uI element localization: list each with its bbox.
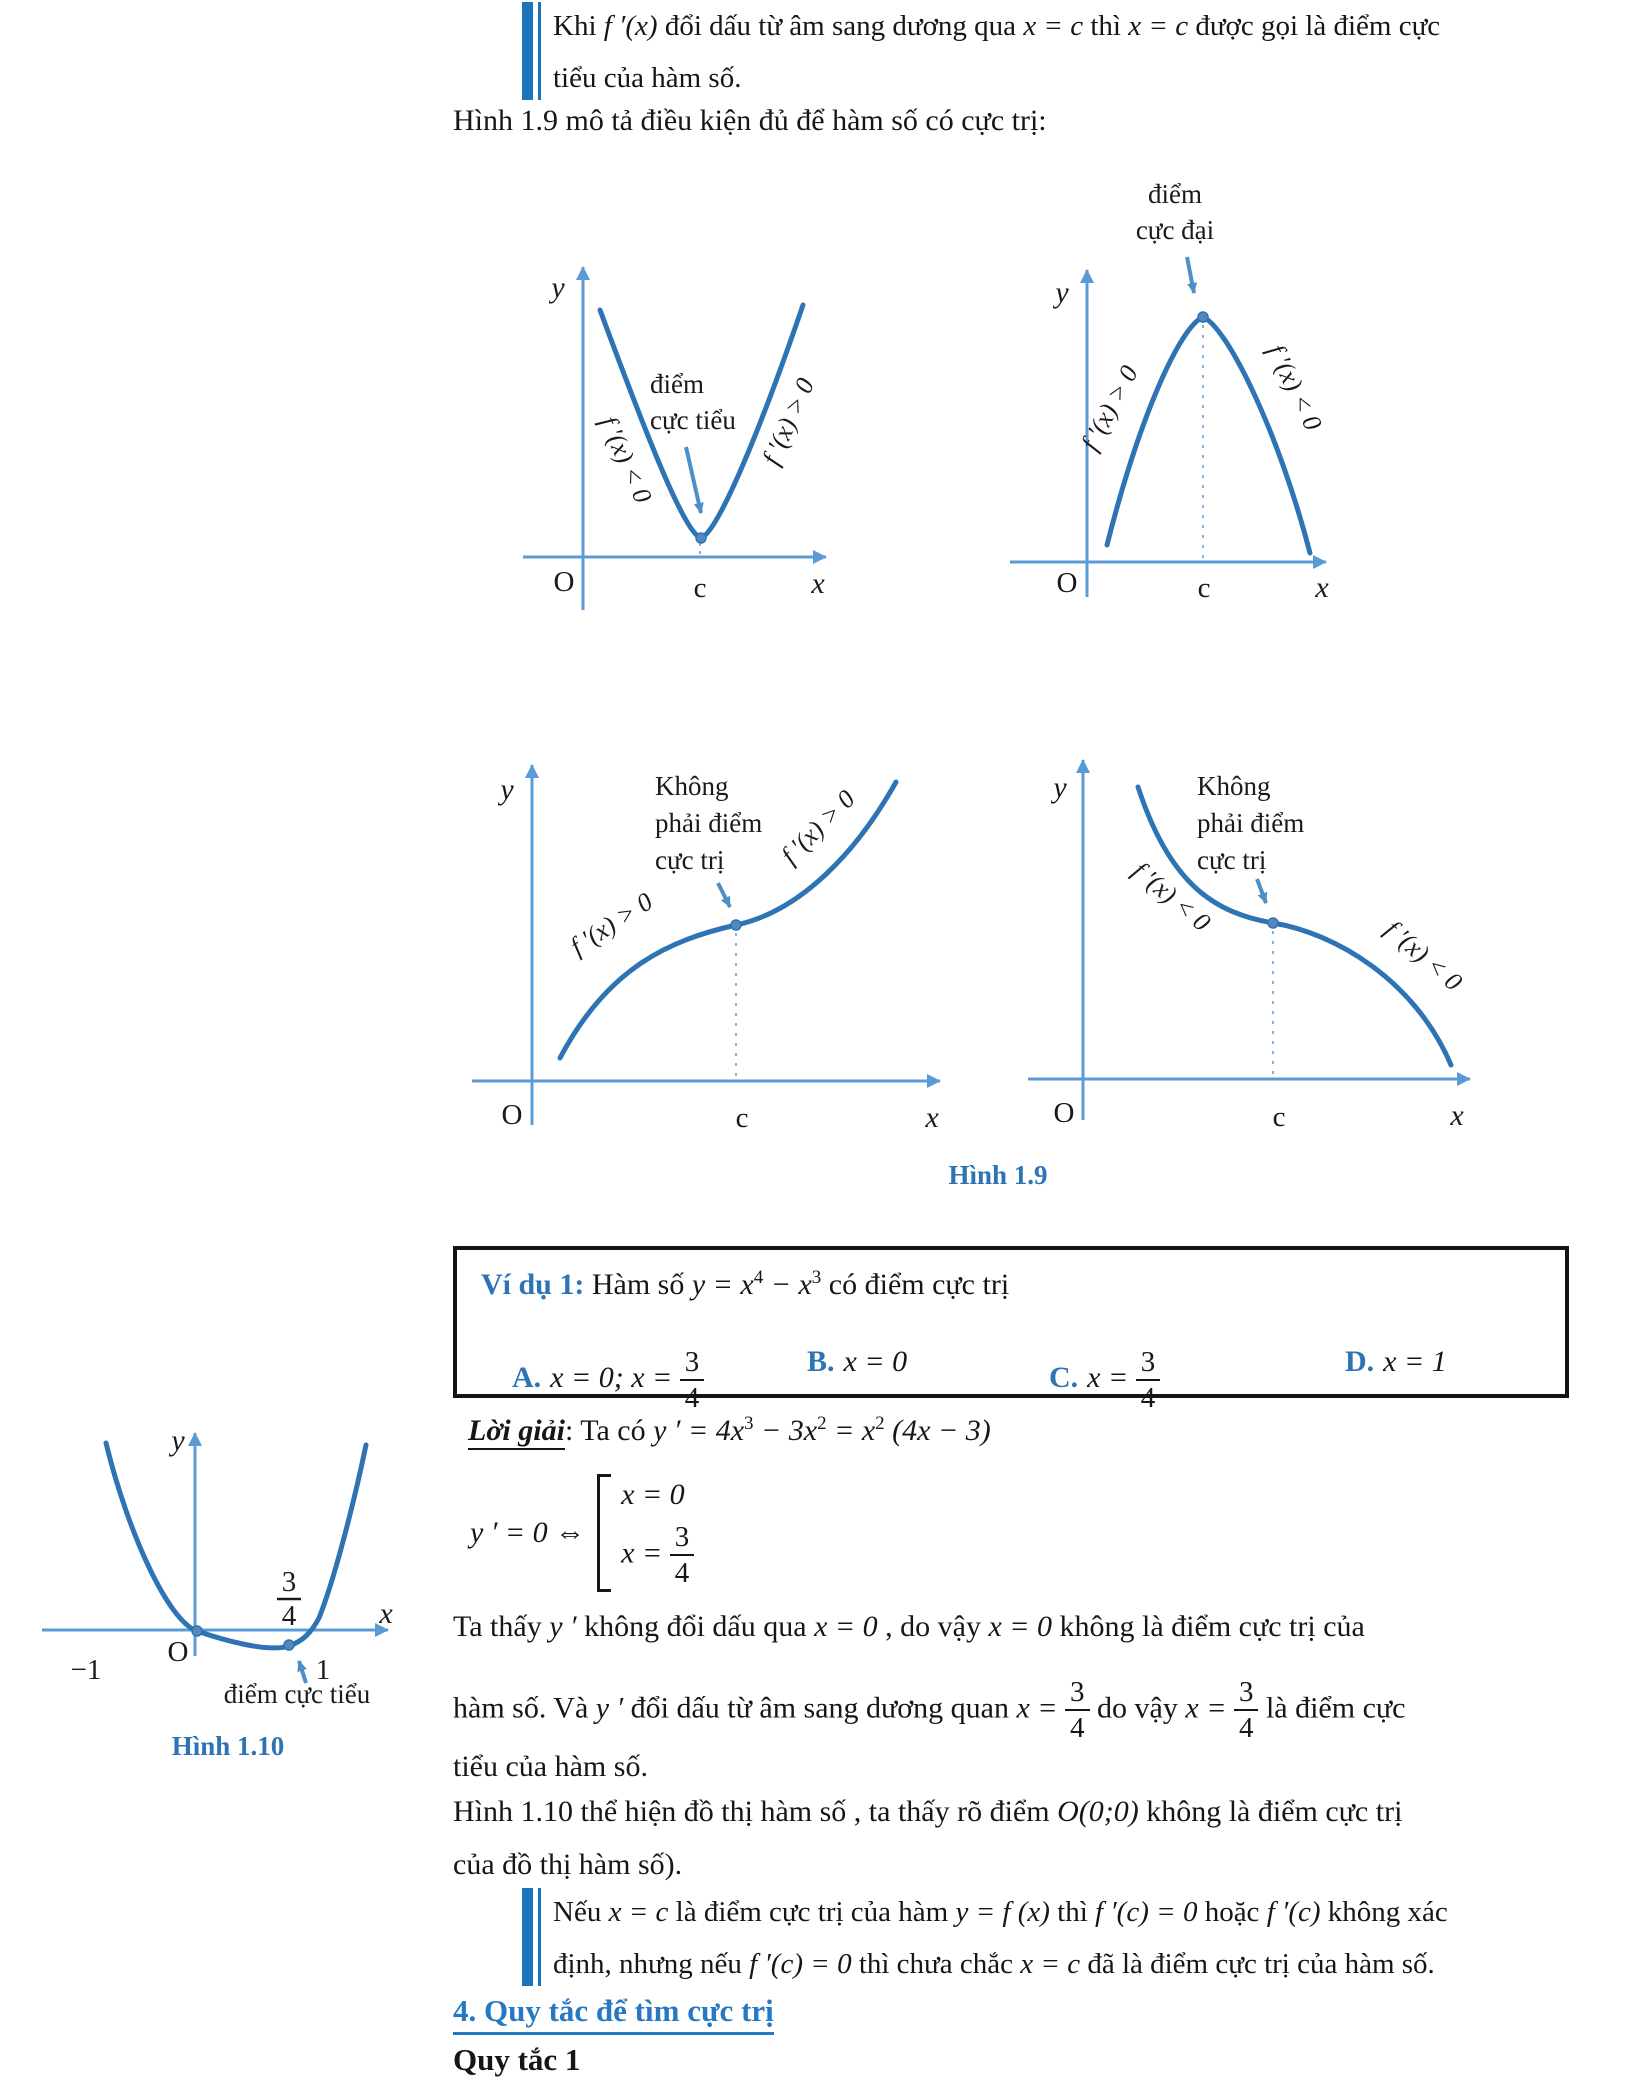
x-axis-label: x [811,567,825,600]
minimum-annotation: điểm cực tiểu [223,1679,371,1709]
annotation-line-1: Không [655,771,729,801]
section-heading-rules: 4. Quy tắc để tìm cực trị [453,1993,774,2035]
origin-label: O [167,1636,189,1668]
system-case-1: x = 0 [621,1477,685,1511]
fig110-graph [20,1403,450,1773]
x-axis-label: x [925,1101,939,1134]
annotation-line-2: cực tiểu [650,405,736,435]
option-a [512,1347,704,1414]
solution-system [470,1474,694,1592]
minimum-dot [284,1640,294,1650]
option-b-label: B. [807,1345,835,1378]
callout-fermat-note [522,1886,1448,1990]
annotation-arrow [718,883,730,907]
inflection-dot [731,920,741,930]
bracket-icon [597,1474,611,1592]
minus-one-tick-label: −1 [70,1654,102,1686]
annotation-line-2: phải điểm [1197,808,1305,838]
origin-label: O [501,1099,523,1131]
origin-label: O [1053,1097,1075,1129]
system-lhs: y ′ = 0 ⇔ [470,1516,586,1549]
c-tick-label: c [693,572,707,604]
right-slope-label: f ′(x) > 0 [775,784,861,870]
fig19-graph-maximum [990,165,1440,615]
fig19-graph-minimum [500,165,900,615]
quote-line-2: định, nhưng nếu f ′(c) = 0 thì chưa chắc x = c đã là điểm cực trị của hàm số. [553,1948,1435,1980]
extremum-dot [696,533,706,543]
right-slope-label: f ′(x) > 0 [756,373,821,470]
solution-label: Lời giải [468,1414,565,1450]
solution-paragraph-line-1: Ta thấy y ′ không đổi dấu qua x = 0 , do vậy x = 0 không là điểm cực trị của [453,1610,1365,1643]
quote-line-1: Nếu x = c là điểm cực trị của hàm y = f (x) thì f ′(c) = 0 hoặc f ′(c) không xác [553,1896,1448,1928]
origin-label: O [553,566,575,598]
fig19-caption: Hình 1.9 [948,1160,1048,1190]
annotation-line-3: cực trị [655,845,725,875]
x-axis-label: x [379,1597,393,1630]
system-cases [621,1478,694,1589]
quote-line-1: Khi f ′(x) đổi dấu từ âm sang dương qua x = c thì x = c được gọi là điểm cực [553,10,1441,42]
annotation-line-2: phải điểm [655,808,763,838]
figure-reference-line-2: của đồ thị hàm số). [453,1848,683,1881]
option-a-label: A. [512,1361,542,1395]
rule-1-heading: Quy tắc 1 [453,2042,581,2077]
y-axis-label: y [1053,771,1067,804]
option-c [1049,1347,1160,1414]
annotation-line-2: cực đại [1135,215,1215,245]
extremum-dot [1198,312,1208,322]
annotation-arrow [686,447,701,513]
example-label: Ví dụ 1: [481,1268,585,1301]
curve [106,1443,366,1648]
option-d [1345,1347,1447,1377]
intro-paragraph: Hình 1.9 mô tả điều kiện đủ để hàm số có cực trị: [453,104,1047,137]
c-tick-label: c [1272,1101,1286,1133]
y-axis-label: y [551,271,565,304]
x-axis-label: x [1315,571,1329,604]
annotation-line-1: điểm [1148,179,1202,209]
option-a-value: x = 0; x = $\frac{3}{4}$ [550,1361,704,1394]
left-slope-label: f ′(x) > 0 [564,886,658,962]
frac-denominator: 4 [281,1600,297,1632]
solution-line [468,1413,991,1447]
option-b [807,1347,907,1377]
origin-label: O [1056,567,1078,599]
option-c-value: x = $\frac{3}{4}$ [1087,1361,1160,1394]
inflection-dot [1268,918,1278,928]
c-tick-label: c [1197,572,1211,604]
left-slope-label: f ′(x) < 0 [1126,855,1216,938]
fig19-graph-inflection-increasing [430,725,975,1160]
solution-paragraph-line-2: hàm số. Và y ′ đổi dấu từ âm sang dương quan x = $\frac{3}{4}$ do vậy x = $\frac{3}{4}$ là điểm cực [453,1676,1406,1745]
one-tick-label: 1 [315,1654,331,1686]
annotation-arrow [1187,257,1194,293]
c-tick-label: c [735,1102,749,1134]
option-d-label: D. [1345,1345,1375,1378]
example-question [481,1267,1010,1301]
system-case-2: x = $\frac{3}{4}$ [621,1522,694,1589]
annotation-line-1: Không [1197,771,1271,801]
option-d-value: x = 1 [1383,1345,1447,1378]
annotation-line-1: điểm [650,369,704,399]
right-slope-label: f ′(x) < 0 [1379,914,1468,997]
y-axis-label: y [171,1424,185,1457]
option-b-value: x = 0 [843,1345,908,1378]
solution-paragraph-line-3: tiểu của hàm số. [453,1750,648,1783]
callout-minimum-definition [522,0,1440,104]
quote-line-2: tiểu của hàm số. [553,62,742,94]
annotation-arrow [1257,879,1266,903]
x-axis-label: x [1450,1099,1464,1132]
y-axis-label: y [500,773,514,806]
origin-dot [192,1626,202,1636]
left-slope-label: f ′(x) > 0 [1075,360,1144,456]
y-axis-label: y [1055,276,1069,309]
figure-reference-line-1: Hình 1.10 thể hiện đồ thị hàm số , ta thấy rõ điểm O(0;0) không là điểm cực trị [453,1795,1403,1828]
fig19-graph-inflection-decreasing [990,725,1575,1160]
annotation-line-3: cực trị [1197,845,1267,875]
example-box [453,1246,1569,1415]
frac-numerator: 3 [281,1566,297,1598]
left-slope-label: f ′(x) < 0 [593,411,658,508]
example-question-text: Hàm số $y = x^4 - x^3$ có điểm cực trị [584,1267,1010,1301]
option-c-label: C. [1049,1361,1079,1395]
right-slope-label: f ′(x) < 0 [1261,339,1328,435]
solution-derivative: : Ta có y ′ = $4x^3 - 3x^2 = x^2$ (4x − 3) [564,1413,991,1447]
fig110-caption: Hình 1.10 [171,1731,285,1761]
